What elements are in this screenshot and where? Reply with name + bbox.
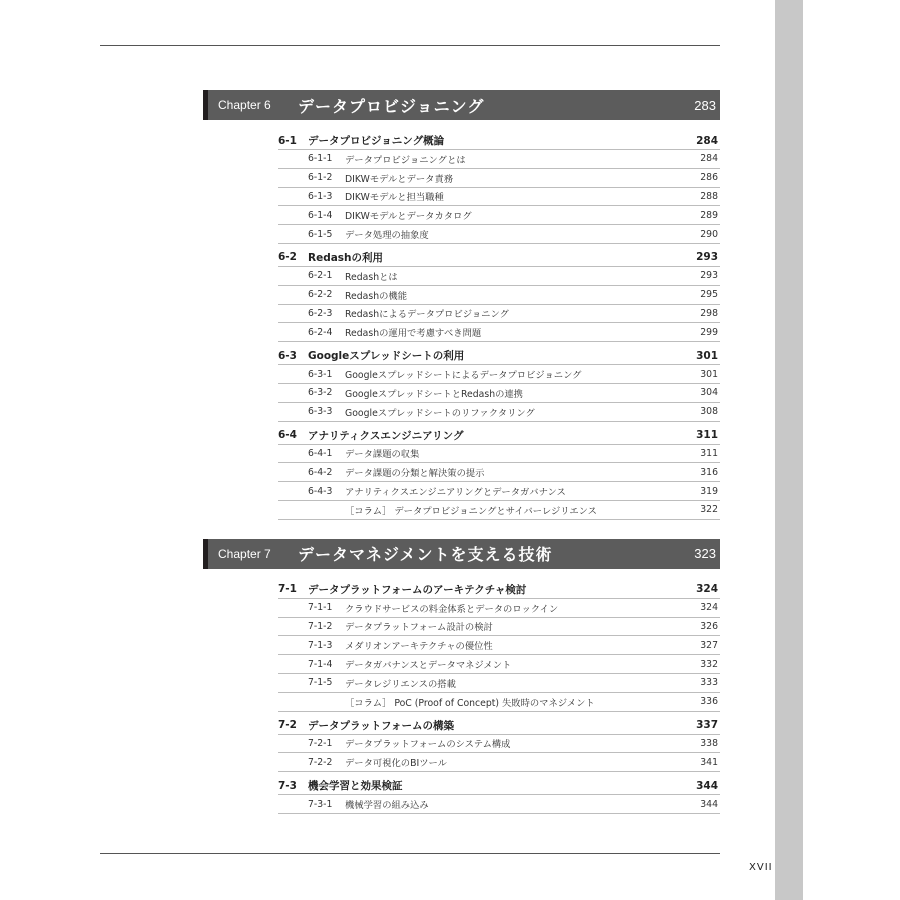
subsection-number: 6-2-3 (308, 307, 333, 319)
subsection-page: 290 (700, 228, 718, 240)
section-entry[interactable] (278, 132, 720, 150)
subsection-page: 301 (700, 368, 718, 380)
subsection-title: Redashの機能 (345, 290, 407, 302)
subsection-title: DIKWモデルと担当職種 (345, 192, 444, 204)
subsection-page: 288 (700, 190, 718, 202)
subsection-title: データ可視化のBIツール (345, 758, 447, 770)
subsection-title: DIKWモデルとデータカタログ (345, 211, 472, 223)
section-number: 7-1 (278, 583, 297, 596)
subsection-title: Redashとは (345, 271, 398, 283)
page-edge-band (775, 0, 803, 900)
subsection-page: 289 (700, 209, 718, 221)
subsection-entry[interactable] (278, 188, 720, 207)
section-number: 6-3 (278, 349, 297, 362)
section-entry[interactable] (278, 777, 720, 795)
chapter-label: Chapter 7 (218, 546, 271, 561)
subsection-number: 7-2-1 (308, 737, 333, 749)
chapter-title: データプロビジョニング (298, 96, 485, 116)
subsection-page: 298 (700, 307, 718, 319)
subsection-page: 336 (700, 696, 718, 708)
section-title: データプラットフォームの構築 (308, 719, 454, 732)
table-of-contents (203, 90, 720, 814)
subsection-title: Redashの運用で考慮すべき問題 (345, 328, 482, 340)
subsection-entry[interactable] (278, 445, 720, 464)
subsection-entry[interactable] (278, 384, 720, 403)
section-page: 337 (696, 719, 718, 732)
section-page: 293 (696, 251, 718, 264)
subsection-title: データプラットフォーム設計の検討 (345, 622, 493, 634)
subsection-page: 293 (700, 270, 718, 282)
section-title: アナリティクスエンジニアリング (308, 429, 464, 442)
section-entry[interactable] (278, 581, 720, 599)
subsection-title: データガバナンスとデータマネジメント (345, 660, 512, 672)
subsection-number: 6-1-3 (308, 190, 333, 202)
subsection-page: 333 (700, 677, 718, 689)
subsection-entry[interactable] (278, 463, 720, 482)
subsection-page: 311 (700, 447, 718, 459)
subsection-number: 7-3-1 (308, 798, 333, 810)
subsection-number: 7-1-4 (308, 658, 333, 670)
subsection-number: 6-1-4 (308, 209, 333, 221)
chapter-sections (278, 132, 720, 520)
section-entry[interactable] (278, 347, 720, 365)
subsection-title: ［コラム］ データプロビジョニングとサイバーレジリエンス (345, 505, 597, 517)
subsection-number: 6-1-5 (308, 228, 333, 240)
section-title: 機会学習と効果検証 (308, 780, 403, 793)
section-entry[interactable] (278, 717, 720, 735)
bottom-rule (100, 853, 720, 854)
chapter-label: Chapter 6 (218, 98, 271, 112)
subsection-number: 6-2-4 (308, 326, 333, 338)
subsection-entry[interactable] (278, 225, 720, 244)
section-title: データプラットフォームのアーキテクチャ検討 (308, 583, 527, 596)
subsection-number: 6-4-3 (308, 485, 333, 497)
chapter-page: 283 (694, 97, 716, 113)
section-title: Redashの利用 (308, 251, 384, 264)
subsection-page: 324 (700, 602, 718, 614)
subsection-number: 6-3-3 (308, 406, 333, 418)
subsection-title: データ処理の抽象度 (345, 230, 429, 242)
subsection-title: データプロビジョニングとは (345, 154, 466, 166)
subsection-entry[interactable] (278, 501, 720, 520)
subsection-entry[interactable] (278, 795, 720, 814)
subsection-title: 機械学習の組み込み (345, 800, 429, 812)
section-page: 284 (696, 134, 718, 147)
subsection-entry[interactable] (278, 674, 720, 693)
subsection-number: 6-3-1 (308, 368, 333, 380)
subsection-title: Googleスプレッドシートのリファクタリング (345, 407, 535, 419)
subsection-entry[interactable] (278, 636, 720, 655)
subsection-number: 6-4-1 (308, 447, 333, 459)
subsection-page: 338 (700, 737, 718, 749)
subsection-page: 341 (700, 756, 718, 768)
chapter-header[interactable] (203, 90, 720, 120)
chapter-sections (278, 581, 720, 814)
chapter-title: データマネジメントを支える技術 (298, 545, 553, 565)
subsection-entry[interactable] (278, 618, 720, 637)
subsection-page: 286 (700, 172, 718, 184)
subsection-number: 7-1-2 (308, 620, 333, 632)
subsection-title: データプラットフォームのシステム構成 (345, 739, 511, 751)
subsection-title: データ課題の分類と解決策の提示 (345, 468, 485, 480)
subsection-page: 322 (700, 504, 718, 516)
subsection-title: データ課題の収集 (345, 449, 420, 461)
subsection-page: 284 (700, 153, 718, 165)
subsection-page: 344 (700, 798, 718, 810)
subsection-page: 299 (700, 326, 718, 338)
section-page: 344 (696, 779, 718, 792)
section-number: 6-4 (278, 429, 297, 442)
subsection-title: GoogleスプレッドシートとRedashの連携 (345, 388, 523, 400)
subsection-title: ［コラム］ PoC (Proof of Concept) 失敗時のマネジメント (345, 697, 595, 709)
subsection-page: 319 (700, 485, 718, 497)
subsection-title: Redashによるデータプロビジョニング (345, 309, 509, 321)
subsection-entry[interactable] (278, 305, 720, 324)
subsection-number: 7-1-1 (308, 602, 333, 614)
subsection-page: 326 (700, 620, 718, 632)
subsection-entry[interactable] (278, 482, 720, 501)
subsection-number: 7-1-3 (308, 639, 333, 651)
subsection-page: 308 (700, 406, 718, 418)
subsection-entry[interactable] (278, 169, 720, 188)
section-title: Googleスプレッドシートの利用 (308, 350, 465, 363)
subsection-entry[interactable] (278, 693, 720, 712)
subsection-entry[interactable] (278, 150, 720, 169)
section-page: 311 (696, 429, 718, 442)
subsection-title: メダリオンアーキテクチャの優位性 (345, 641, 493, 653)
top-rule (100, 45, 720, 46)
page-folio: XVII (749, 862, 773, 873)
subsection-entry[interactable] (278, 655, 720, 674)
subsection-page: 316 (700, 466, 718, 478)
subsection-number: 6-3-2 (308, 387, 333, 399)
subsection-entry[interactable] (278, 286, 720, 305)
subsection-entry[interactable] (278, 753, 720, 772)
subsection-title: DIKWモデルとデータ責務 (345, 173, 454, 185)
subsection-entry[interactable] (278, 403, 720, 422)
subsection-page: 332 (700, 658, 718, 670)
subsection-number: 7-2-2 (308, 756, 333, 768)
section-number: 6-2 (278, 251, 297, 264)
subsection-title: Googleスプレッドシートによるデータプロビジョニング (345, 370, 582, 382)
subsection-entry[interactable] (278, 267, 720, 286)
subsection-entry[interactable] (278, 735, 720, 754)
subsection-number: 7-1-5 (308, 677, 333, 689)
section-entry[interactable] (278, 427, 720, 445)
subsection-number: 6-2-1 (308, 270, 333, 282)
subsection-number: 6-2-2 (308, 289, 333, 301)
section-entry[interactable] (278, 249, 720, 267)
subsection-page: 327 (700, 639, 718, 651)
section-page: 324 (696, 583, 718, 596)
section-title: データプロビジョニング概論 (308, 135, 445, 147)
section-number: 6-1 (278, 134, 297, 147)
subsection-number: 6-4-2 (308, 466, 333, 478)
subsection-number: 6-1-2 (308, 172, 333, 184)
subsection-page: 304 (700, 387, 718, 399)
section-number: 7-3 (278, 779, 297, 792)
subsection-number: 6-1-1 (308, 153, 333, 165)
chapter-header[interactable] (203, 539, 720, 569)
chapter-page: 323 (694, 546, 716, 562)
subsection-entry[interactable] (278, 365, 720, 384)
subsection-entry[interactable] (278, 323, 720, 342)
section-page: 301 (696, 349, 718, 362)
subsection-entry[interactable] (278, 599, 720, 618)
subsection-title: クラウドサービスの料金体系とデータのロックイン (345, 603, 559, 615)
section-number: 7-2 (278, 719, 297, 732)
subsection-page: 295 (700, 289, 718, 301)
subsection-title: アナリティクスエンジニアリングとデータガバナンス (345, 487, 566, 499)
subsection-entry[interactable] (278, 206, 720, 225)
subsection-title: データレジリエンスの搭載 (345, 678, 456, 690)
